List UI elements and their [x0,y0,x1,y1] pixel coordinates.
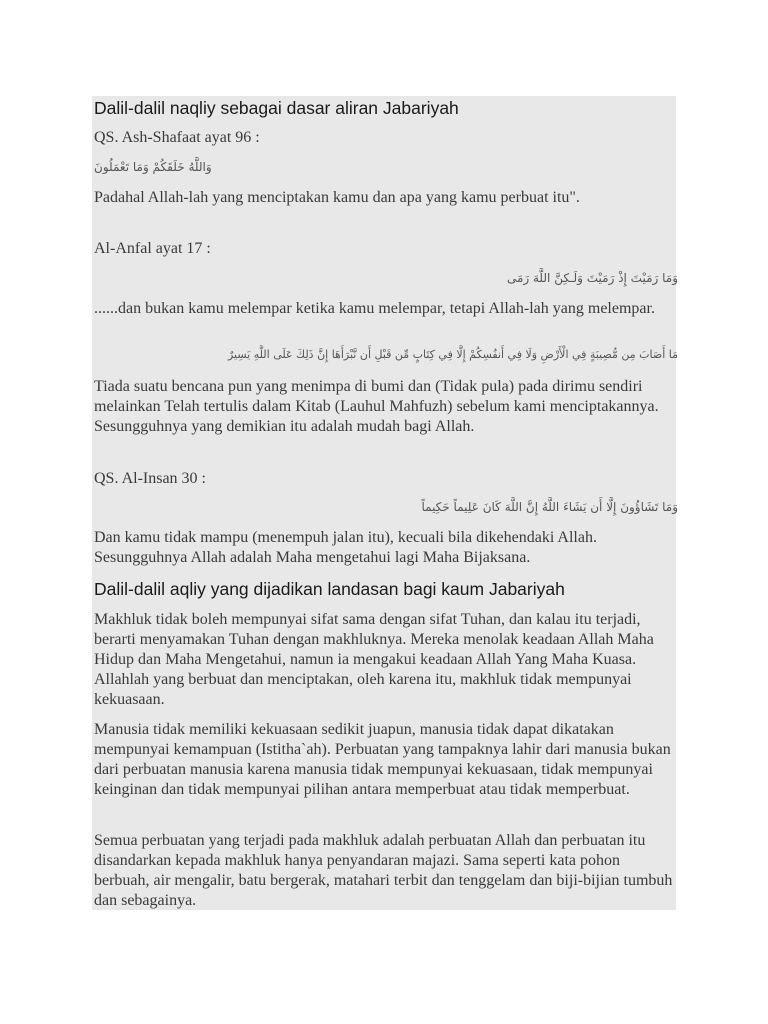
translation-al-hadid: Tiada suatu bencana pun yang menimpa di bumi dan (Tidak pula) pada dirimu sendiri melainkan Telah tertulis dalam Kitab (Lauhul Mahfuzh) sebelum kami menciptakannya. Sesungguhnya yang demikian itu adalah mudah bagi Allah. [94,378,659,435]
arabic-verse-al-insan: وَمَا تَشَاؤُونَ إِلَّا أَن يَشَاءَ اللَّهُ إِنَّ اللَّهَ كَانَ عَلِيماً حَكِيماً [421,500,678,514]
translation-ash-shafaat: Padahal Allah-lah yang menciptakan kamu dan apa yang kamu perbuat itu". [94,189,580,206]
section-heading-aqliy: Dalil-dalil aqliy yang dijadikan landasan bagi kaum Jabariyah [94,579,565,599]
arabic-verse-al-anfal: وَمَا رَمَيْتَ إِذْ رَمَيْتَ وَلَـكِنَّ اللَّهَ رَمَى [506,271,678,285]
paragraph-aqliy-1: Makhluk tidak boleh mempunyai sifat sama dengan sifat Tuhan, dan kalau itu terjadi, berarti menyamakan Tuhan dengan makhluknya. Mereka menolak keadaan Allah Maha Hidup dan Maha Mengetahui, namun ia mengakui keadaan Allah Yang Maha Kuasa. Allahlah yang berbuat dan menciptakan, oleh karena itu, makhluk tidak mempunyai kekuasaan. [94,611,654,708]
translation-al-anfal: ......dan bukan kamu melempar ketika kamu melempar, tetapi Allah-lah yang melempar. [94,300,655,317]
paragraph-aqliy-3: Semua perbuatan yang terjadi pada makhluk adalah perbuatan Allah dan perbuatan itu disandarkan kepada makhluk hanya penyandaran majazi. Sama seperti kata pohon berbuah, air mengalir, batu bergerak, matahari terbit dan tenggelam dan biji-bijian tumbuh dan sebagainya. [94,832,673,909]
reference-ash-shafaat: QS. Ash-Shafaat ayat 96 : [94,129,260,146]
arabic-verse-ash-shafaat: وَاللَّهُ خَلَقَكُمْ وَمَا تَعْمَلُونَ [94,160,212,174]
section-heading-naqliy: Dalil-dalil naqliy sebagai dasar aliran Jabariyah [94,98,459,118]
reference-al-insan: QS. Al-Insan 30 : [94,470,206,487]
paragraph-aqliy-2: Manusia tidak memiliki kekuasaan sedikit juapun, manusia tidak dapat dikatakan mempunyai kemampuan (Istitha`ah). Perbuatan yang tampaknya lahir dari manusia bukan dari perbuatan manusia karena manusia tidak mempunyai kekuasaan, tidak mempunyai keinginan dan tidak mempunyai pilihan antara memperbuat atau tidak memperbuat. [94,721,671,798]
arabic-verse-al-hadid: مَا أَصَابَ مِن مُّصِيبَةٍ فِي الْأَرْضِ وَلَا فِي أَنفُسِكُمْ إِلَّا فِي كِتَابٍ مِّن قَبْلِ أَن نَّبْرَأَهَا إِنَّ ذَلِكَ عَلَى اللَّهِ يَسِيرٌ [227,348,678,361]
translation-al-insan: Dan kamu tidak mampu (menempuh jalan itu), kecuali bila dikehendaki Allah. Sesungguhnya Allah adalah Maha mengetahui lagi Maha Bijaksana. [94,529,597,566]
reference-al-anfal: Al-Anfal ayat 17 : [94,240,211,257]
